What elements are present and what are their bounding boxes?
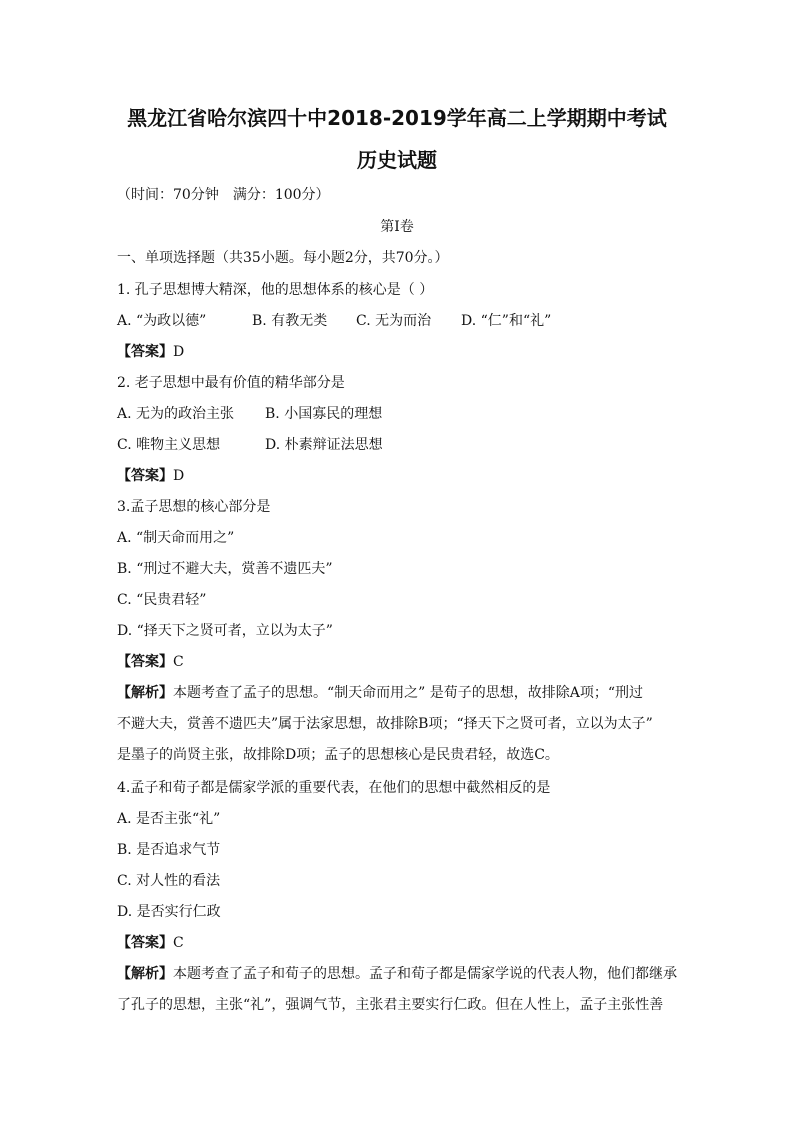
q2-option-d: D. 朴素辩证法思想 <box>265 437 383 453</box>
q3-option-d: D. “择天下之贤可者，立以为太子” <box>117 623 333 639</box>
q2-options-row1 <box>117 404 382 424</box>
q3-answer <box>117 652 184 672</box>
q2-option-a: A. 无为的政治主张 <box>117 406 235 422</box>
q1-answer <box>117 342 184 362</box>
q4-answer-value: C <box>173 935 184 951</box>
q3-answer-value: C <box>173 654 184 670</box>
analysis-tag: 【解析】 <box>117 966 173 982</box>
q2-answer-value: D <box>173 468 185 484</box>
q3-analysis <box>117 678 683 771</box>
q4-stem: 4.孟子和荀子都是儒家学派的重要代表，在他们的思想中截然相反的是 <box>117 780 551 796</box>
q3-option-b: B. “刑过不避大夫，赏善不遗匹夫” <box>117 561 333 577</box>
q4-option-c: C. 对人性的看法 <box>117 873 221 889</box>
q4-analysis-line1: 本题考查了孟子和荀子的思想。孟子和荀子都是儒家学说的代表人物，他们都继承 <box>173 966 677 982</box>
q3-option-c: C. “民贵君轻” <box>117 592 207 608</box>
time-score-note: （时间：70分钟 满分：100分） <box>117 187 330 203</box>
document-title-line1: 黑龙江省哈尔滨四十中2018-2019学年高二上学期期中考试 <box>127 106 667 130</box>
section-heading: 一、单项选择题（共35小题。每小题2分，共70分。） <box>117 250 449 266</box>
q1-option-c: C. 无为而治 <box>356 313 432 329</box>
q4-option-b: B. 是否追求气节 <box>117 842 221 858</box>
q3-option-a: A. “制天命而用之” <box>117 530 235 546</box>
document-title-line2: 历史试题 <box>357 148 437 172</box>
q1-option-d: D. “仁”和“礼” <box>461 313 552 329</box>
volume-heading: 第Ⅰ卷 <box>380 219 414 235</box>
answer-tag: 【答案】 <box>117 468 173 484</box>
q2-options-row2 <box>117 435 383 455</box>
q3-stem: 3.孟子思想的核心部分是 <box>117 499 271 515</box>
q1-option-a: A. “为政以德” <box>117 313 207 329</box>
answer-tag: 【答案】 <box>117 935 173 951</box>
q4-option-a: A. 是否主张“礼” <box>117 811 221 827</box>
q3-analysis-line3: 是墨子的尚贤主张，故排除D项；孟子的思想核心是民贵君轻，故选C。 <box>117 747 559 763</box>
q2-stem: 2. 老子思想中最有价值的精华部分是 <box>117 375 345 391</box>
q1-answer-value: D <box>173 344 185 360</box>
q4-answer <box>117 933 184 953</box>
answer-tag: 【答案】 <box>117 344 173 360</box>
q1-options <box>117 311 551 331</box>
q3-analysis-line1: 本题考查了孟子的思想。“制天命而用之” 是荀子的思想，故排除A项；“刑过 <box>173 685 644 701</box>
q3-analysis-line2: 不避大夫，赏善不遗匹夫”属于法家思想，故排除B项；“择天下之贤可者，立以为太子” <box>117 716 653 732</box>
q4-analysis <box>117 959 683 1021</box>
q1-stem: 1. 孔子思想博大精深，他的思想体系的核心是（ ） <box>117 282 434 298</box>
q4-analysis-line2: 了孔子的思想，主张“礼”，强调气节，主张君主要实行仁政。但在人性上，孟子主张性善 <box>117 997 664 1013</box>
q2-option-c: C. 唯物主义思想 <box>117 437 221 453</box>
q2-option-b: B. 小国寡民的理想 <box>265 406 383 422</box>
q4-option-d: D. 是否实行仁政 <box>117 904 221 920</box>
q1-option-b: B. 有教无类 <box>252 313 328 329</box>
q2-answer <box>117 466 184 486</box>
analysis-tag: 【解析】 <box>117 685 173 701</box>
answer-tag: 【答案】 <box>117 654 173 670</box>
